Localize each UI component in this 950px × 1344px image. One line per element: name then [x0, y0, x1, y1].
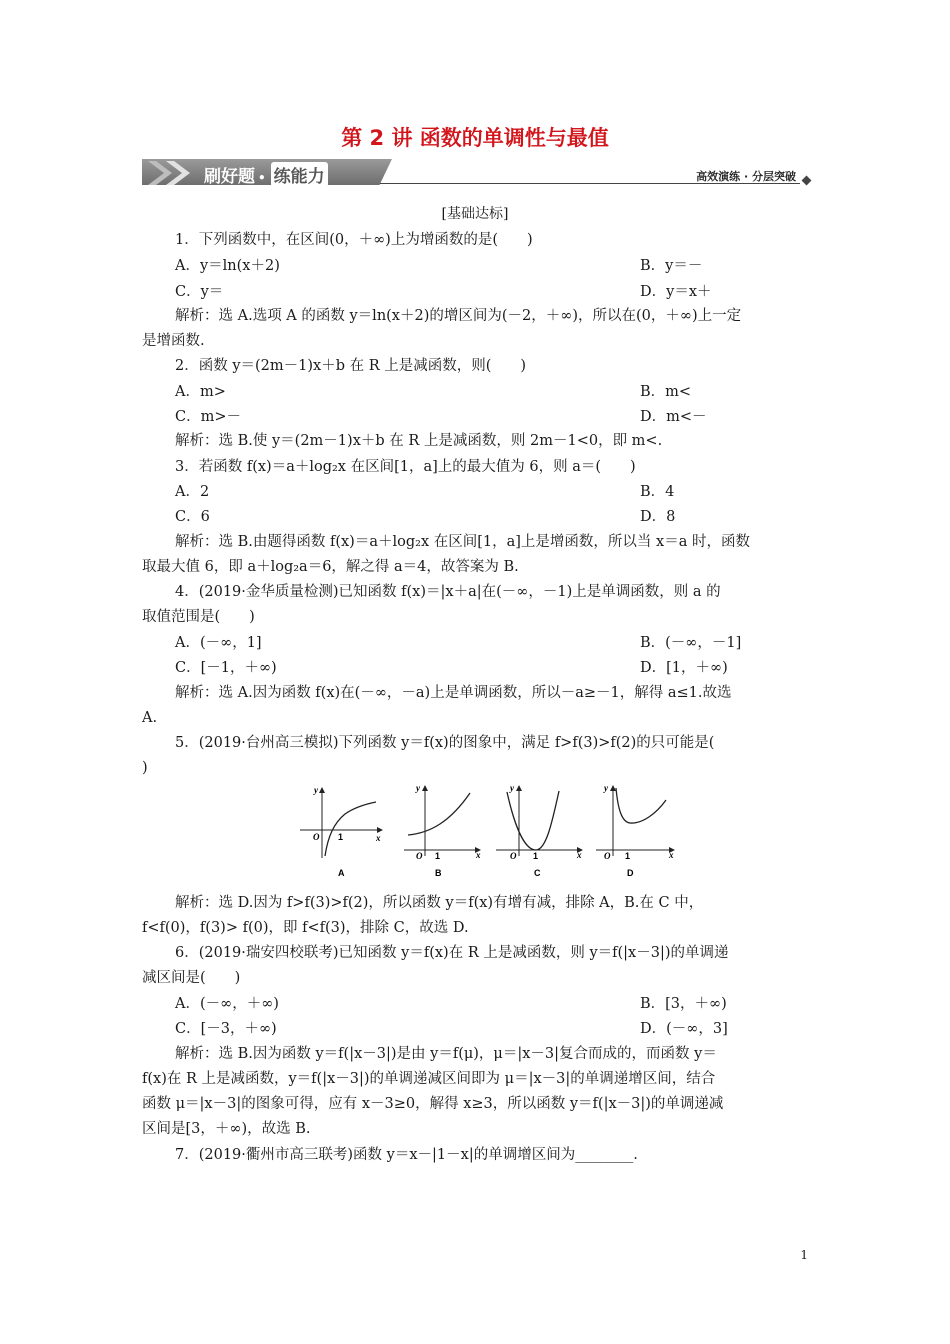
- text-line: A．(－∞，＋∞): [175, 996, 279, 1012]
- graph-a-tick: 1: [338, 832, 344, 842]
- figure-row: [300, 778, 680, 882]
- text-line: 6．(2019·瑞安四校联考)已知函数 y＝f(x)在 R 上是减函数，则 y＝f(|x－3|)的单调递: [175, 945, 729, 961]
- text-line: C．[－1，＋∞): [175, 660, 277, 676]
- section-title: [基础达标]: [441, 206, 509, 222]
- text-line: 解析：选 B.由题得函数 f(x)＝a＋log₂x 在区间[1，a]上是增函数，所以当 x＝a 时，函数: [175, 534, 750, 550]
- text-line: 取值范围是( ): [142, 609, 255, 625]
- graph-b-x-label: x: [476, 850, 481, 860]
- banner-dot: •: [258, 171, 266, 185]
- text-line: 5．(2019·台州高三模拟)下列函数 y＝f(x)的图象中，满足 f>f(3)>f(2)的只可能是(: [175, 735, 715, 751]
- graph-a-letter: A: [338, 868, 345, 878]
- graph-d: [596, 783, 674, 878]
- text-line: ): [142, 760, 148, 776]
- graph-a-y-label: y: [314, 785, 318, 795]
- text-line: A．(－∞，1]: [175, 635, 262, 651]
- graph-b-y-label: y: [416, 783, 420, 793]
- text-line: 解析：选 A.选项 A 的函数 y＝ln(x＋2)的增区间为(－2，＋∞)，所以在(0，＋∞)上一定: [175, 308, 742, 324]
- graph-d-x-label: x: [669, 850, 674, 860]
- text-line: D．[1，＋∞): [640, 660, 728, 676]
- text-line: D．m<－: [640, 409, 707, 425]
- graph-c-curve: [507, 791, 559, 850]
- banner-right-label: 高效演练 · 分层突破: [696, 170, 796, 183]
- text-line: 解析：选 A.因为函数 f(x)在(－∞，－a)上是单调函数，所以－a≥－1，解得 a≤1.故选: [175, 685, 732, 701]
- graph-c-letter: C: [534, 868, 541, 878]
- text-line: D．(－∞，3]: [640, 1021, 728, 1037]
- double-chevron-icon: [146, 157, 198, 189]
- text-line: A．y＝ln(x＋2): [175, 258, 280, 274]
- text-line: A.: [142, 710, 158, 726]
- text-line: f<f(0)，f(3)> f(0)，即 f<f(3)，排除 C，故选 D.: [142, 920, 469, 936]
- graph-d-origin: O: [604, 851, 611, 861]
- banner-left-label: [204, 162, 328, 187]
- graph-a-x-label: x: [376, 833, 381, 843]
- text-line: D．8: [640, 509, 676, 525]
- graph-a: [300, 785, 382, 878]
- text-line: B．4: [640, 484, 675, 500]
- text-line: 减区间是( ): [142, 970, 241, 986]
- graph-a-origin: O: [313, 832, 320, 842]
- text-line: A．m>: [175, 384, 226, 400]
- graph-c: [496, 783, 582, 878]
- text-line: f(x)在 R 上是减函数，y＝f(|x－3|)的单调递减区间即为 μ＝|x－3|的单调递增区间，结合: [142, 1071, 716, 1087]
- function-graphs: [300, 778, 680, 882]
- graph-d-letter: D: [627, 868, 634, 878]
- graph-b-letter: B: [435, 868, 442, 878]
- text-line: 是增函数.: [142, 333, 205, 349]
- text-line: 2．函数 y＝(2m－1)x＋b 在 R 上是减函数，则( ): [175, 358, 527, 374]
- text-line: D．y＝x＋: [640, 284, 712, 300]
- text-line: C．y＝: [175, 284, 224, 300]
- page-number: 1: [800, 1248, 808, 1262]
- text-line: A．2: [175, 484, 210, 500]
- graph-a-curve: [325, 802, 376, 856]
- text-line: 解析：选 B.因为函数 y＝f(|x－3|)是由 y＝f(μ)，μ＝|x－3|复合而成的，而函数 y＝: [175, 1046, 717, 1062]
- graph-d-curve: [616, 788, 666, 823]
- banner-label-text: 刷好题: [204, 167, 255, 187]
- practice-banner: [142, 155, 812, 191]
- text-line: B．y＝－: [640, 258, 703, 274]
- graph-c-tick: 1: [533, 851, 539, 861]
- text-line: B．m<: [640, 384, 692, 400]
- graph-c-origin: O: [510, 851, 517, 861]
- graph-b-curve: [408, 793, 470, 835]
- graph-b-origin: O: [416, 851, 423, 861]
- text-line: C．[－3，＋∞): [175, 1021, 277, 1037]
- text-line: 取最大值 6，即 a＋log₂a＝6，解之得 a＝4，故答案为 B.: [142, 559, 519, 575]
- text-line: 7．(2019·衢州市高三联考)函数 y＝x－|1－x|的单调增区间为________.: [175, 1147, 638, 1163]
- text-line: 4．(2019·金华质量检测)已知函数 f(x)＝|x＋a|在(－∞，－1)上是单调函数，则 a 的: [175, 584, 721, 600]
- text-line: B．[3，＋∞): [640, 996, 727, 1012]
- banner-badge: 练能力: [271, 162, 328, 187]
- text-line: B．(－∞，－1]: [640, 635, 742, 651]
- text-line: 1．下列函数中，在区间(0，＋∞)上为增函数的是( ): [175, 232, 533, 248]
- graph-c-y-label: y: [510, 783, 514, 793]
- text-line: C．m>－: [175, 409, 241, 425]
- text-line: 解析：选 B.使 y＝(2m－1)x＋b 在 R 上是减函数，则 2m－1<0，即 m<.: [175, 433, 663, 449]
- text-line: 解析：选 D.因为 f>f(3)>f(2)，所以函数 y＝f(x)有增有减，排除 A，B.在 C 中，: [175, 895, 704, 911]
- graph-b: [404, 783, 481, 878]
- graph-b-tick: 1: [435, 851, 441, 861]
- diamond-icon: [802, 176, 812, 186]
- graph-c-x-label: x: [577, 850, 582, 860]
- graph-d-tick: 1: [625, 851, 631, 861]
- text-line: 3．若函数 f(x)＝a＋log₂x 在区间[1，a]上的最大值为 6，则 a＝( ): [175, 459, 636, 475]
- text-line: 函数 μ＝|x－3|的图象可得，应有 x－3≥0，解得 x≥3，所以函数 y＝f(|x－3|)的单调递减: [142, 1096, 724, 1112]
- text-line: C．6: [175, 509, 210, 525]
- page-title: 第 2 讲 函数的单调性与最值: [341, 126, 609, 150]
- text-line: 区间是[3，＋∞)，故选 B.: [142, 1121, 311, 1137]
- graph-d-y-label: y: [604, 783, 608, 793]
